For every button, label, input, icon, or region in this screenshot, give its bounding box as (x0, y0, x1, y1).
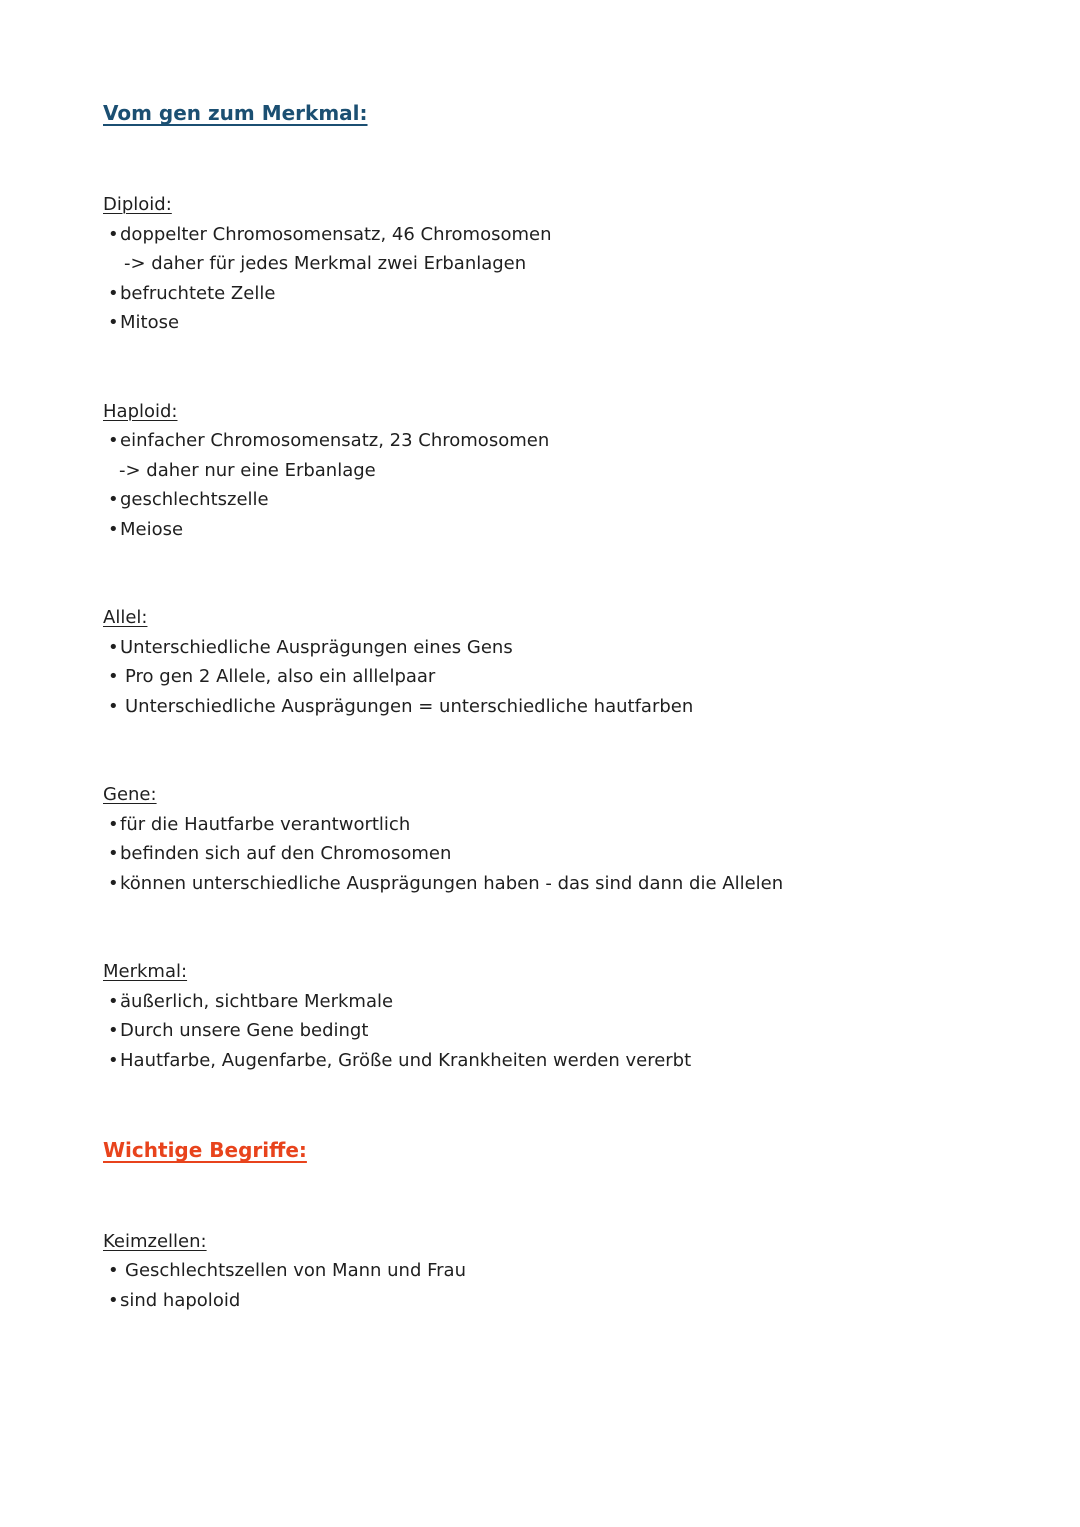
bullet-icon: • (108, 843, 119, 864)
bullet-icon: • (108, 283, 119, 304)
section-title-wichtige-begriffe: Wichtige Begriffe: (103, 1138, 307, 1162)
bullet-icon: • (108, 224, 119, 245)
list-item: •befinden sich auf den Chromosomen (108, 843, 452, 864)
bullet-icon: • (108, 312, 119, 333)
list-item: •Meiose (108, 519, 184, 540)
bullet-icon: • (108, 991, 119, 1012)
bullet-icon: • (108, 430, 119, 451)
list-item: •Durch unsere Gene bedingt (108, 1020, 369, 1041)
section-label-merkmal: Merkmal: (103, 961, 188, 982)
bullet-icon: • (108, 1020, 119, 1041)
bullet-icon: • (108, 519, 119, 540)
list-item: •sind hapoloid (108, 1290, 241, 1311)
list-item: •befruchtete Zelle (108, 283, 276, 304)
bullet-icon: • (108, 666, 119, 687)
section-label-gene: Gene: (103, 784, 157, 805)
list-item: •doppelter Chromosomensatz, 46 Chromosomen (108, 224, 552, 245)
list-item: •äußerlich, sichtbare Merkmale (108, 991, 394, 1012)
list-item: • Unterschiedliche Ausprägungen = unterschiedliche hautfarben (108, 696, 694, 717)
page-title: Vom gen zum Merkmal: (103, 101, 368, 125)
section-label-diploid: Diploid: (103, 194, 172, 215)
list-item: •Mitose (108, 312, 180, 333)
bullet-icon: • (108, 696, 119, 717)
list-item: •Unterschiedliche Ausprägungen eines Gens (108, 637, 513, 658)
bullet-icon: • (108, 1290, 119, 1311)
bullet-icon: • (108, 637, 119, 658)
list-item: •für die Hautfarbe verantwortlich (108, 814, 411, 835)
list-item: •geschlechtszelle (108, 489, 269, 510)
list-item-continuation: -> daher nur eine Erbanlage (119, 460, 376, 481)
list-item-continuation: -> daher für jedes Merkmal zwei Erbanlagen (124, 253, 527, 274)
list-item: •Hautfarbe, Augenfarbe, Größe und Krankheiten werden vererbt (108, 1050, 692, 1071)
section-label-keimzellen: Keimzellen: (103, 1231, 207, 1252)
list-item: • Pro gen 2 Allele, also ein alllelpaar (108, 666, 436, 687)
bullet-icon: • (108, 489, 119, 510)
list-item: •einfacher Chromosomensatz, 23 Chromosomen (108, 430, 550, 451)
bullet-icon: • (108, 1260, 119, 1281)
bullet-icon: • (108, 814, 119, 835)
list-item: •können unterschiedliche Ausprägungen haben - das sind dann die Allelen (108, 873, 784, 894)
list-item: • Geschlechtszellen von Mann und Frau (108, 1260, 466, 1281)
section-label-haploid: Haploid: (103, 401, 178, 422)
bullet-icon: • (108, 1050, 119, 1071)
bullet-icon: • (108, 873, 119, 894)
section-label-allel: Allel: (103, 607, 148, 628)
